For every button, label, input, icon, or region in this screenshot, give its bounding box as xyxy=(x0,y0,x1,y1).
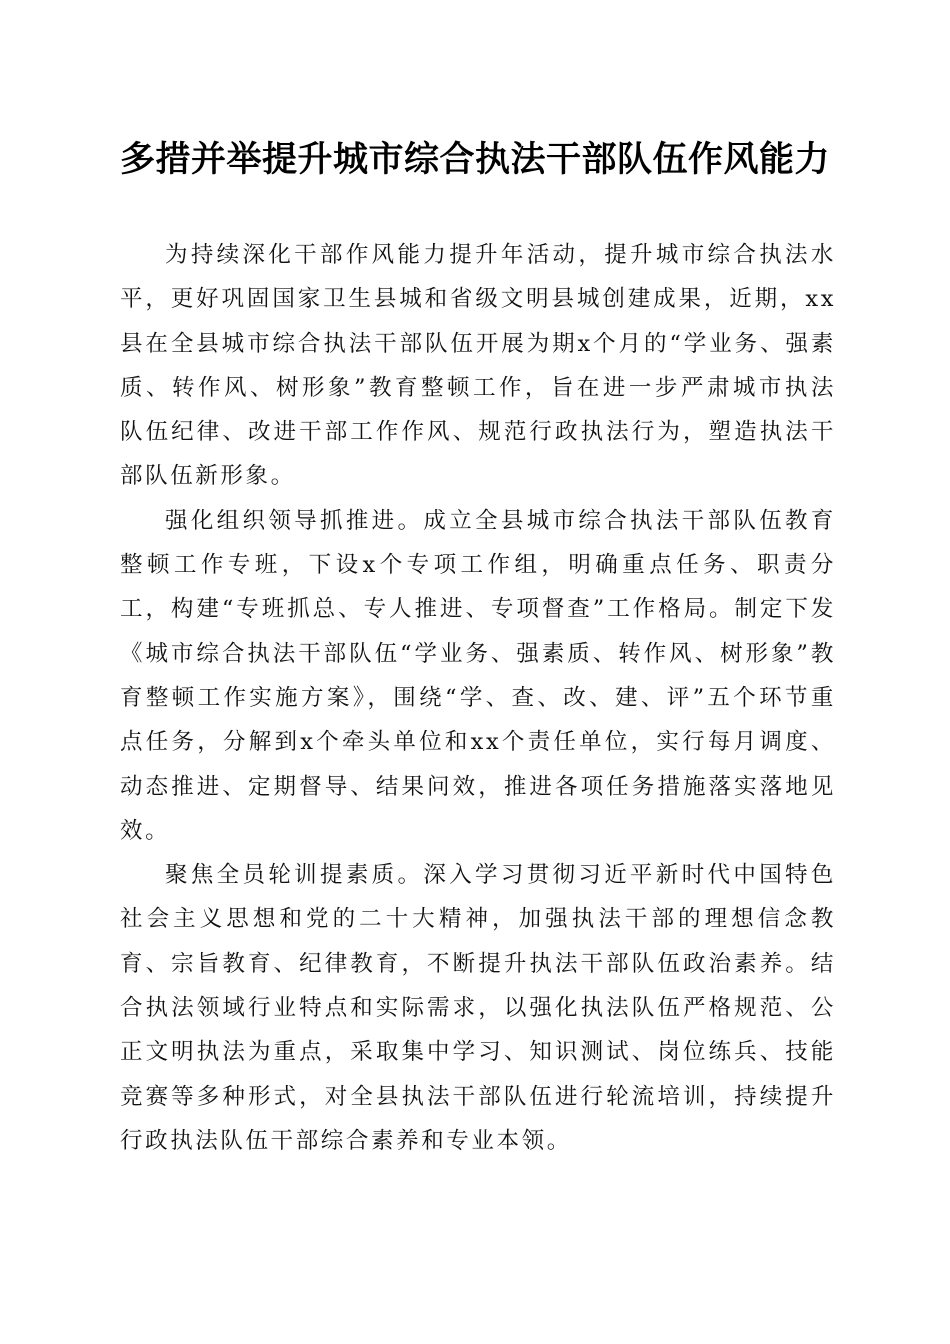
document-body xyxy=(120,233,836,1163)
paragraph-intro: 为持续深化干部作风能力提升年活动，提升城市综合执法水平，更好巩固国家卫生县城和省级文明县城创建成果，近期，xx县在全县城市综合执法干部队伍开展为期x个月的“学业务、强素质、转作风、树形象”教育整顿工作，旨在进一步严肃城市执法队伍纪律、改进干部工作作风、规范行政执法行为，塑造执法干部队伍新形象。 xyxy=(120,242,836,490)
document-title: 多措并举提升城市综合执法干部队伍作风能力 xyxy=(119,139,830,180)
paragraph-organization: 强化组织领导抓推进。成立全县城市综合执法干部队伍教育整顿工作专班，下设x个专项工作组，明确重点任务、职责分工，构建“专班抓总、专人推进、专项督查”工作格局。制定下发《城市综合执法干部队伍“学业务、强素质、转作风、树形象”教育整顿工作实施方案》，围绕“学、查、改、建、评”五个环节重点任务，分解到x个牵头单位和xx个责任单位，实行每月调度、动态推进、定期督导、结果问效，推进各项任务措施落实落地见效。 xyxy=(120,507,836,844)
paragraph-training: 聚焦全员轮训提素质。深入学习贯彻习近平新时代中国特色社会主义思想和党的二十大精神，加强执法干部的理想信念教育、宗旨教育、纪律教育，不断提升执法干部队伍政治素养。结合执法领域行业特点和实际需求，以强化执法队伍严格规范、公正文明执法为重点，采取集中学习、知识测试、岗位练兵、技能竞赛等多种形式，对全县执法干部队伍进行轮流培训，持续提升行政执法队伍干部综合素养和专业本领。 xyxy=(120,862,836,1154)
